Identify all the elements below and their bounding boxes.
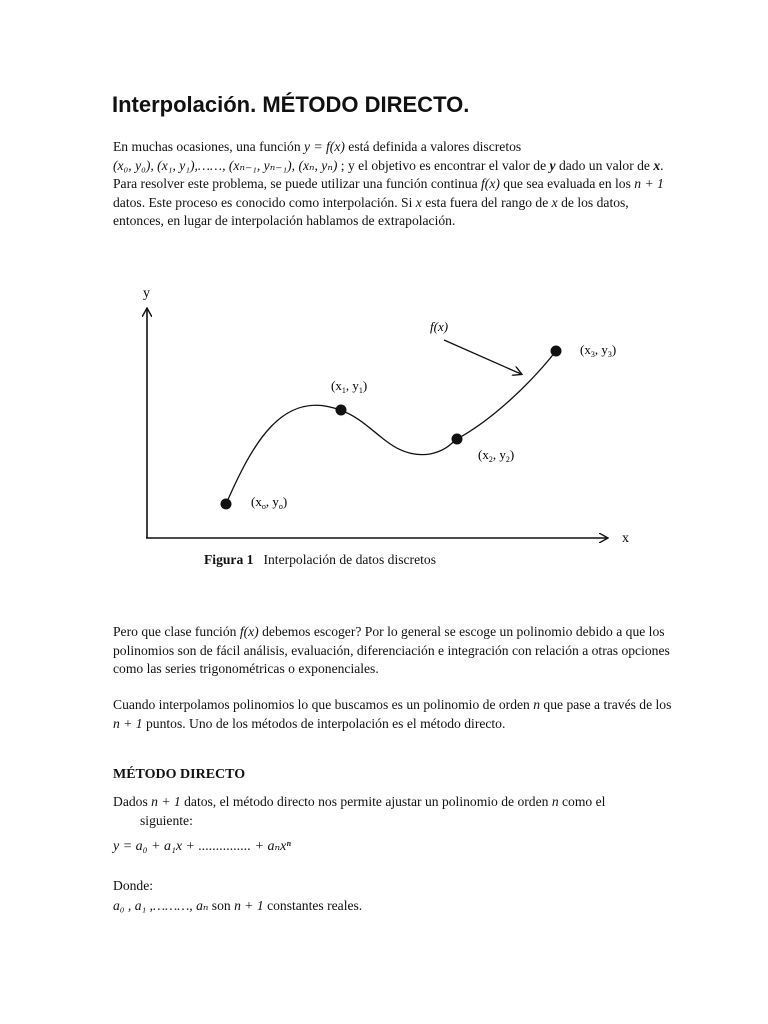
intro-text-8: esta fuera del rango de (421, 194, 552, 210)
paragraph-polynomial-order (113, 696, 673, 733)
section-heading: MÉTODO DIRECTO (113, 767, 246, 782)
point-label-2: ($x_2$, $y_2$) (478, 447, 515, 464)
paragraph-direct-method (113, 793, 673, 830)
figure-caption-text: Interpolación de datos discretos (263, 552, 436, 567)
intro-text-5: . Para resolver este problema, se puede utilizar una función continua (113, 157, 664, 191)
data-point-1 (336, 405, 347, 416)
para3-text-1: Cuando interpolamos polinomios lo que buscamos es un polinomio de orden (113, 697, 534, 712)
intro-paragraph (113, 138, 673, 231)
constants-text-1: son (208, 898, 235, 913)
math-n-plus-1-3: n + 1 (151, 794, 181, 809)
math-fx: f(x) (481, 176, 500, 191)
data-point-2 (452, 434, 463, 445)
para4-text-3: como el (558, 794, 606, 809)
polynomial-equation: y = a₀ + a₁x + ............... + aₙxⁿ (113, 839, 291, 854)
interpolating-curve (226, 351, 556, 504)
para4-text-1: Dados (113, 794, 152, 809)
interpolation-figure (0, 270, 768, 570)
math-n-plus-1-4: n + 1 (234, 898, 264, 913)
intro-text-4: dado un valor de (555, 157, 654, 173)
constants-text-2: constantes reales. (263, 898, 363, 913)
math-n-plus-1-2: n + 1 (113, 715, 143, 731)
paragraph-polynomial-choice (113, 623, 673, 679)
intro-text-7: datos. Este proceso es conocido como interpolación. Si (113, 194, 416, 210)
intro-text-2: está definida a valores discretos (344, 139, 522, 154)
donde-label: Donde: (113, 878, 154, 893)
math-n: n (533, 697, 541, 712)
point-label-3: ($x_3$, $y_3$) (580, 342, 617, 359)
paragraph-constants (113, 897, 673, 916)
math-n-plus-1: n + 1 (634, 176, 664, 191)
bold-y: y (549, 157, 556, 173)
y-axis-label: y (143, 286, 150, 301)
figure-caption (204, 552, 436, 568)
para2-text-2: debemos escoger? Por lo general se escoge un polinomio debido a que los polinomios son de fácil análisis, evaluación, diferenciación e integración con relación a otras opciones como las series trigonométricas o exponenciales. (113, 624, 670, 676)
point-label-1: ($x_1$, $y_1$) (331, 378, 368, 395)
para3-text-2: que pase a través de los (540, 697, 672, 712)
math-coefficients: a₀ , a₁ ,………, aₙ (113, 898, 209, 913)
x-axis-label: x (622, 531, 629, 546)
math-data-pairs: (x₀, y₀), (x₁, y₁),……, (xₙ₋₁, yₙ₋₁), (xₙ, yₙ) (113, 157, 338, 173)
math-x: x (415, 194, 422, 210)
para3-text-3: puntos. Uno de los métodos de interpolación es el método directo. (142, 715, 506, 731)
para4-text-4: siguiente: (140, 812, 193, 828)
para2-text-1: Pero que clase función (113, 624, 240, 639)
intro-text-6: que sea evaluada en los (499, 176, 635, 191)
math-n-2: n (551, 794, 559, 809)
bold-x: x (653, 157, 661, 173)
intro-text-9: de los datos, entonces, en lugar de interpolación hablamos de extrapolación. (113, 194, 629, 228)
math-x-2: x (551, 194, 558, 210)
point-label-0: ($x_o$, $y_o$) (251, 494, 288, 511)
math-y-equals-fx: y = f(x) (304, 139, 345, 154)
math-fx-2: f(x) (239, 624, 259, 639)
intro-text-1: En muchas ocasiones, una función (113, 139, 305, 154)
para4-text-2: datos, el método directo nos permite ajustar un polinomio de orden (180, 794, 552, 809)
curve-pointer-arrow (444, 340, 521, 374)
intro-text-3: ; y el objetivo es encontrar el valor de (337, 157, 550, 173)
page-title: Interpolación. MÉTODO DIRECTO. (112, 92, 470, 117)
data-point-3 (551, 346, 562, 357)
curve-label: f(x) (430, 319, 449, 334)
data-point-0 (221, 499, 232, 510)
figure-caption-label: Figura 1 (204, 552, 254, 567)
